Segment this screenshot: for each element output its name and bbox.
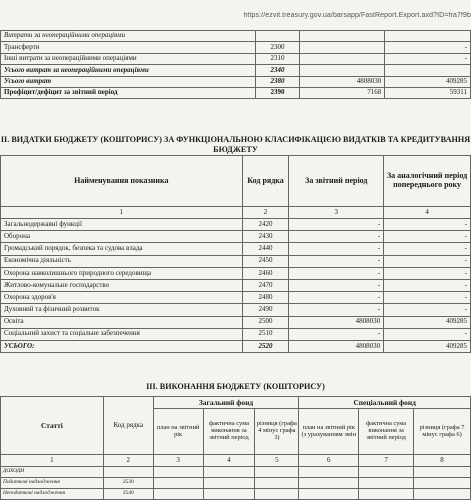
empty-cell (359, 478, 414, 489)
row-previous-value: 409285 (385, 76, 471, 87)
empty-cell (299, 478, 359, 489)
empty-cell (359, 489, 414, 500)
header-diff-general: різниця (графа 4 мінус графа 3) (255, 409, 299, 455)
empty-cell (255, 478, 299, 489)
row-name: Освіта (1, 316, 243, 328)
row-previous-value (385, 65, 471, 76)
row-name: Духовний та фізичний розвиток (1, 304, 243, 316)
empty-cell (414, 478, 471, 489)
functional-classification-table (0, 155, 471, 353)
row-code: 2310 (255, 53, 300, 64)
row-name: Громадський порядок, безпека та судова влада (1, 243, 243, 255)
row-name: Оборона (1, 231, 243, 243)
row-previous-value (385, 31, 471, 42)
row-current-value (300, 65, 385, 76)
table-row (1, 304, 471, 316)
header-plan-special: план на звітний рік (з урахуванням змін (299, 409, 359, 455)
row-code: 2540 (103, 489, 153, 500)
row-previous-value: - (385, 53, 471, 64)
col-number: 4 (384, 207, 471, 219)
row-previous-value: - (384, 292, 471, 304)
col-number: 3 (153, 455, 203, 467)
row-previous-value: - (384, 255, 471, 267)
row-current-value: 7168 (300, 87, 385, 98)
empty-cell (153, 478, 203, 489)
header-previous-period: За аналогічний період попереднього року (384, 156, 471, 207)
row-current-value: - (289, 231, 384, 243)
col-number: 5 (255, 455, 299, 467)
row-name: Витрати за неопераційними операціями (1, 31, 256, 42)
col-number: 6 (299, 455, 359, 467)
row-name: ДОХОДИ (1, 467, 104, 478)
row-current-value: - (289, 328, 384, 340)
row-previous-value: - (384, 304, 471, 316)
row-code: 2450 (242, 255, 289, 267)
row-current-value: - (289, 219, 384, 231)
row-current-value (300, 31, 385, 42)
table-row (1, 76, 471, 87)
row-name: Усього витрат (1, 76, 256, 87)
expenses-summary-table (0, 30, 471, 99)
empty-cell (255, 489, 299, 500)
row-name: Інші витрати за неопераційними операціями (1, 53, 256, 64)
header-actual-special: фактична сума виконання за звітний період (359, 409, 414, 455)
row-code: 2470 (242, 279, 289, 291)
row-current-value (300, 53, 385, 64)
row-current-value (300, 42, 385, 53)
row-name: Економічна діяльність (1, 255, 243, 267)
row-current-value: - (289, 267, 384, 279)
row-code: 2390 (255, 87, 300, 98)
table-row (1, 42, 471, 53)
row-name: Загальнодержавні функції (1, 219, 243, 231)
row-name: Усього витрат за неопераційними операціями (1, 65, 256, 76)
header-general-fund: Загальний фонд (153, 397, 299, 409)
row-name: Трансферти (1, 42, 256, 53)
header-current-period: За звітний період (289, 156, 384, 207)
empty-cell (203, 478, 255, 489)
budget-execution-table (0, 396, 471, 500)
section-3-title: III. ВИКОНАННЯ БЮДЖЕТУ (КОШТОРИСУ) (146, 382, 325, 391)
table-row (1, 219, 471, 231)
row-code: 2480 (242, 292, 289, 304)
table-row (1, 267, 471, 279)
header-indicator-name: Найменування показника (1, 156, 243, 207)
row-name: Охорона здоров'я (1, 292, 243, 304)
row-previous-value: 409285 (384, 340, 471, 352)
row-current-value: - (289, 292, 384, 304)
row-code: 2340 (255, 65, 300, 76)
row-name: Соціальний захист та соціальне забезпечення (1, 328, 243, 340)
header-row-code: Код рядка (242, 156, 289, 207)
row-name: Неподаткові надходження (1, 489, 104, 500)
row-name: Профіцит/дефіцит за звітний період (1, 87, 256, 98)
url-bar-text: https://ezvit.treasury.gov.ua/barsapp/FastReport.Export.axd?ID=fra7f9b (243, 12, 471, 19)
col-number: 3 (289, 207, 384, 219)
row-code: 2420 (242, 219, 289, 231)
row-name: Житлово-комунальне господарство (1, 279, 243, 291)
empty-cell (203, 467, 255, 478)
table-row (1, 53, 471, 64)
table-row (1, 292, 471, 304)
row-name: Податкові надходження (1, 478, 104, 489)
row-code: 2520 (242, 340, 289, 352)
row-code: 2460 (242, 267, 289, 279)
empty-cell (359, 467, 414, 478)
col-number: 1 (1, 207, 243, 219)
header-articles: Статті (1, 397, 104, 455)
row-code (103, 467, 153, 478)
empty-cell (255, 467, 299, 478)
table-row (1, 316, 471, 328)
table-row (1, 328, 471, 340)
row-current-value: - (289, 279, 384, 291)
empty-cell (203, 489, 255, 500)
table-row (1, 340, 471, 352)
row-current-value: - (289, 255, 384, 267)
header-plan-general: план на звітний рік (153, 409, 203, 455)
table-row (1, 255, 471, 267)
row-previous-value: 59311 (385, 87, 471, 98)
col-number: 4 (203, 455, 255, 467)
row-current-value: 4808030 (300, 76, 385, 87)
empty-cell (153, 489, 203, 500)
table-row (1, 87, 471, 98)
empty-cell (299, 489, 359, 500)
empty-cell (414, 489, 471, 500)
row-current-value: - (289, 304, 384, 316)
row-name: Охорона навколишнього природного середовища (1, 267, 243, 279)
table-row (1, 478, 471, 489)
table-row (1, 467, 471, 478)
row-previous-value: 409285 (384, 316, 471, 328)
table-row (1, 243, 471, 255)
row-code: 2490 (242, 304, 289, 316)
row-code: 2380 (255, 76, 300, 87)
row-previous-value: - (384, 267, 471, 279)
row-code: 2530 (103, 478, 153, 489)
row-code: 2510 (242, 328, 289, 340)
col-number: 8 (414, 455, 471, 467)
empty-cell (299, 467, 359, 478)
row-previous-value: - (384, 243, 471, 255)
row-code: 2440 (242, 243, 289, 255)
row-previous-value: - (384, 231, 471, 243)
row-code: 2430 (242, 231, 289, 243)
row-current-value: 4808030 (289, 340, 384, 352)
table-row (1, 279, 471, 291)
empty-cell (153, 467, 203, 478)
table-row (1, 489, 471, 500)
table-row (1, 65, 471, 76)
row-code: 2500 (242, 316, 289, 328)
row-previous-value: - (384, 279, 471, 291)
row-previous-value: - (385, 42, 471, 53)
col-number: 2 (103, 455, 153, 467)
row-code: 2300 (255, 42, 300, 53)
header-diff-special: різниця (графа 7 мінус графа 6) (414, 409, 471, 455)
row-previous-value: - (384, 328, 471, 340)
table-row (1, 231, 471, 243)
col-number: 1 (1, 455, 104, 467)
row-current-value: 4808030 (289, 316, 384, 328)
col-number: 2 (242, 207, 289, 219)
header-special-fund: Спеціальний фонд (299, 397, 471, 409)
header-actual-general: фактична сума виконання за звітний період (203, 409, 255, 455)
row-previous-value: - (384, 219, 471, 231)
row-current-value: - (289, 243, 384, 255)
section-2-title: II. ВИДАТКИ БЮДЖЕТУ (КОШТОРИСУ) ЗА ФУНКЦІОНАЛЬНОЮ КЛАСИФІКАЦІЄЮ ВИДАТКІВ ТА КРЕДИТУВАННЯ БЮДЖЕТУ (0, 135, 471, 154)
header-row-code: Код рядка (103, 397, 153, 455)
row-code (255, 31, 300, 42)
col-number: 7 (359, 455, 414, 467)
row-name: УСЬОГО: (1, 340, 243, 352)
empty-cell (414, 467, 471, 478)
table-row (1, 31, 471, 42)
